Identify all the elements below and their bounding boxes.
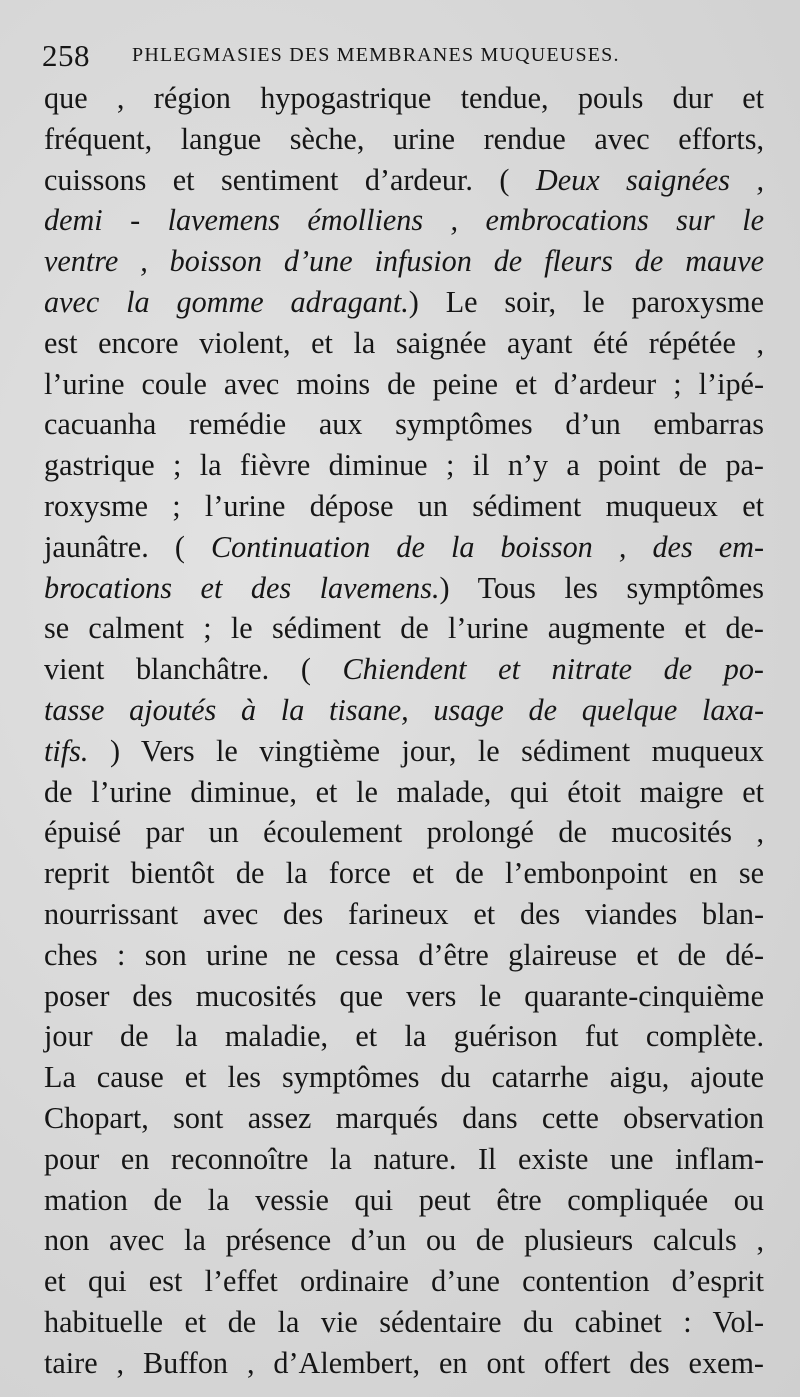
italic-segment: tasse ajoutés à la tisane, usage de quelque laxa-: [44, 692, 764, 727]
text-segment: habituelle et de la vie sédentaire du cabinet : Vol-: [44, 1304, 764, 1339]
text-line: [44, 323, 764, 364]
text-line: [44, 690, 764, 731]
text-segment: ches : son urine ne cessa d’être glaireuse et de dé-: [44, 937, 764, 972]
text-line: [44, 1180, 764, 1221]
text-segment: La cause et les symptômes du catarrhe aigu, ajoute: [44, 1060, 764, 1095]
text-line: [44, 200, 764, 241]
text-segment: gastrique ; la fièvre diminue ; il n’y a point de pa-: [44, 448, 764, 483]
text-line: [44, 486, 764, 527]
text-line: [44, 527, 764, 568]
text-segment: pour en reconnoître la nature. Il existe une inflam-: [44, 1141, 764, 1176]
text-line: [44, 445, 764, 486]
text-segment: se calment ; le sédiment de l’urine augmente et de-: [44, 611, 764, 646]
text-line: [44, 731, 764, 772]
text-line: [44, 78, 764, 119]
text-line: [44, 1261, 764, 1302]
text-line: [44, 119, 764, 160]
text-line: [44, 1098, 764, 1139]
text-segment: Chopart, sont assez marqués dans cette observation: [44, 1100, 764, 1135]
text-segment: jaunâtre. (: [44, 529, 211, 564]
italic-segment: brocations et des lavemens.: [44, 570, 440, 605]
text-segment: fréquent, langue sèche, urine rendue avec efforts,: [44, 121, 764, 156]
italic-segment: demi - lavemens émolliens , embrocations sur le: [44, 203, 764, 238]
text-line: [44, 1057, 764, 1098]
text-segment: cacuanha remédie aux symptômes d’un embarras: [44, 407, 764, 442]
text-line: [44, 649, 764, 690]
text-segment: jour de la maladie, et la guérison fut complète.: [44, 1019, 764, 1054]
text-line: [44, 1343, 764, 1384]
text-segment: nourrissant avec des farineux et des viandes blan-: [44, 896, 764, 931]
text-segment: reprit bientôt de la force et de l’embonpoint en se: [44, 856, 764, 891]
text-segment: est encore violent, et la saignée ayant été répétée ,: [44, 325, 764, 360]
italic-segment: tifs.: [44, 733, 110, 768]
italic-segment: ventre , boisson d’une infusion de fleurs de mauve: [44, 244, 764, 279]
text-segment: vient blanchâtre. (: [44, 652, 343, 687]
text-segment: de l’urine diminue, et le malade, qui étoit maigre et: [44, 774, 764, 809]
text-segment: et qui est l’effet ordinaire d’une contention d’esprit: [44, 1264, 764, 1299]
italic-segment: Continuation de la boisson , des em-: [210, 529, 765, 564]
text-line: [44, 1220, 764, 1261]
text-segment: que , région hypogastrique tendue, pouls dur et: [44, 81, 764, 115]
text-segment: poser des mucosités que vers le quarante-cinquième: [44, 978, 764, 1013]
text-line: [44, 1302, 764, 1343]
text-line: [44, 241, 764, 282]
text-segment: ) Vers le vingtième jour, le sédiment muqueux: [109, 733, 764, 768]
text-segment: cuissons et sentiment d’ardeur. (: [44, 162, 536, 197]
body-text: [44, 78, 764, 1384]
text-line: [44, 772, 764, 813]
text-line: [44, 1016, 764, 1057]
text-segment: roxysme ; l’urine dépose un sédiment muqueux et: [44, 488, 764, 523]
italic-segment: Deux saignées ,: [535, 162, 765, 197]
text-line: [44, 608, 764, 649]
text-segment: taire , Buffon , d’Alembert, en ont offert des exem-: [44, 1345, 764, 1380]
text-line: [44, 568, 764, 609]
text-line: [44, 976, 764, 1017]
text-line: [44, 1139, 764, 1180]
text-line: [44, 812, 764, 853]
text-segment: non avec la présence d’un ou de plusieurs calculs ,: [44, 1223, 764, 1258]
page-number: 258: [42, 38, 90, 73]
running-head: PHLEGMASIES DES MEMBRANES MUQUEUSES.: [132, 44, 620, 66]
text-line: [44, 935, 764, 976]
text-line: [44, 160, 764, 201]
text-line: [44, 853, 764, 894]
text-line: [44, 404, 764, 445]
text-segment: épuisé par un écoulement prolongé de mucosités ,: [44, 815, 764, 850]
text-segment: mation de la vessie qui peut être compliquée ou: [44, 1182, 764, 1217]
text-segment: ) Le soir, le paroxysme: [408, 284, 765, 319]
text-segment: ) Tous les symptômes: [439, 570, 764, 605]
page-header: [42, 32, 772, 76]
text-line: [44, 894, 764, 935]
text-line: [44, 364, 764, 405]
italic-segment: avec la gomme adragant.: [44, 284, 409, 319]
italic-segment: Chiendent et nitrate de po-: [342, 652, 764, 687]
text-line: [44, 282, 764, 323]
text-segment: l’urine coule avec moins de peine et d’ardeur ; l’ipé-: [44, 366, 764, 401]
